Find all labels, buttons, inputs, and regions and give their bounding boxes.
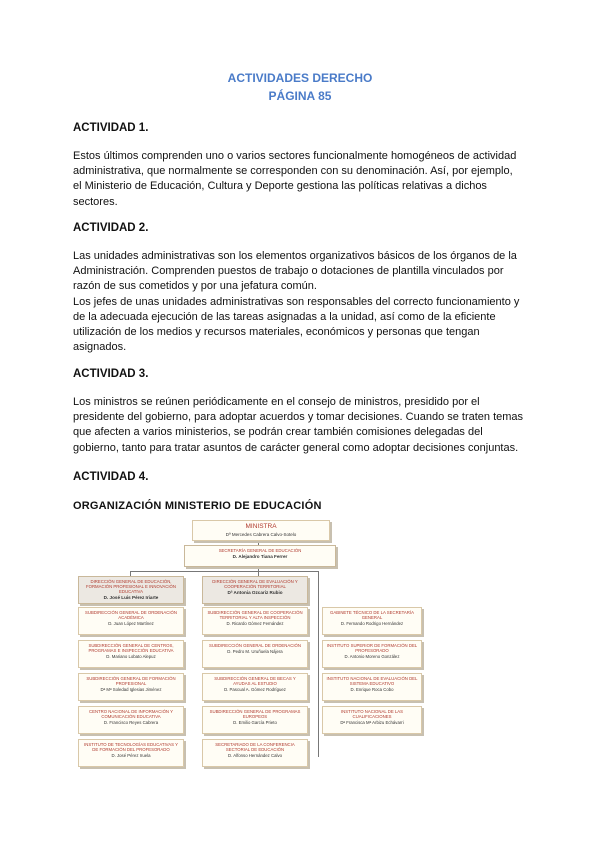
actividad-3-text bbox=[73, 395, 533, 456]
actividad-1-text bbox=[73, 149, 533, 210]
box-title: SUBDIRECCIÓN GENERAL DE BECAS Y AYUDAS AL ESTUDIO bbox=[214, 676, 296, 686]
page-subtitle: PÁGINA 85 bbox=[268, 89, 332, 103]
text-line: que afecten a varios ministerios, se podrán crear también comisiones delegadas del bbox=[73, 426, 483, 439]
text-line: asignados. bbox=[73, 341, 127, 354]
middle-unit-box bbox=[202, 706, 308, 734]
left-unit-box bbox=[78, 640, 184, 668]
text-line: Los ministros se reúnen periódicamente en el consejo de ministros, presidido por el bbox=[73, 396, 480, 408]
text-line: Administración. Comprenden puestos de trabajo o dotaciones de plantilla vinculados por bbox=[73, 265, 504, 278]
box-name: D. José Luis Pérez Iriarte bbox=[103, 595, 159, 600]
org-chart-title: ORGANIZACIÓN MINISTERIO DE EDUCACIÓN bbox=[73, 500, 322, 512]
text-line: de la adecuada ejecución de las tareas asignadas a la unidad, así como de la eficiente bbox=[73, 310, 496, 323]
box-title: SUBDIRECCIÓN GENERAL DE PROGRAMAS EUROPEOS bbox=[209, 709, 301, 719]
box-title: INSTITUTO NACIONAL DE EVALUACIÓN DEL SISTEMA EDUCATIVO bbox=[326, 676, 418, 686]
middle-unit-box bbox=[202, 673, 308, 701]
box-title: SECRETARIADO DE LA CONFERENCIA SECTORIAL DE EDUCACIÓN bbox=[215, 742, 295, 752]
box-title: INSTITUTO NACIONAL DE LAS CUALIFICACIONES bbox=[340, 709, 404, 719]
actividad-2-heading: ACTIVIDAD 2. bbox=[73, 222, 149, 234]
box-name: Dª Francisca Mª Arbizu Echávarri bbox=[340, 720, 404, 725]
box-name: D. Ricardo Gómez Fernández bbox=[226, 621, 284, 626]
box-title: INSTITUTO DE TECNOLOGÍAS EDUCATIVAS Y DE FORMACIÓN DEL PROFESORADO bbox=[84, 742, 178, 752]
box-name: D. Francisco Reyes Cabrera bbox=[103, 720, 159, 725]
middle-unit-box bbox=[202, 607, 308, 635]
box-title: DIRECCIÓN GENERAL DE EDUCACIÓN, FORMACIÓN PROFESIONAL E INNOVACIÓN EDUCATIVA bbox=[85, 579, 176, 594]
box-name: D. Juan López Martínez bbox=[108, 621, 154, 626]
box-title: SUBDIRECCIÓN GENERAL DE CENTROS, PROGRAMAS E INSPECCIÓN EDUCATIVA bbox=[88, 643, 174, 653]
box-name: D. Enrique Roca Cobo bbox=[350, 687, 394, 692]
actividad-1-heading: ACTIVIDAD 1. bbox=[73, 122, 149, 134]
text-line: utilización de los medios y recursos materiales, económicos y personas que tengan bbox=[73, 326, 480, 339]
box-name: D. Alfonso Hernández Calvo bbox=[228, 753, 282, 758]
box-name: Dª Mercedes Cabrera Calvo-Sotelo bbox=[225, 532, 297, 537]
text-line: Los jefes de unas unidades administrativas son responsables del correcto funcionamiento y bbox=[73, 295, 520, 308]
right-unit-box bbox=[322, 673, 422, 701]
box-name: D. Pedro M. Uruñuela Nájera bbox=[227, 649, 283, 654]
text-line: razón de sus cometidos y por una jefatura común. bbox=[73, 280, 317, 293]
box-title: SUBDIRECCIÓN GENERAL DE COOPERACIÓN TERRITORIAL Y ALTA INSPECCIÓN bbox=[207, 610, 303, 620]
text-line: sectores. bbox=[73, 195, 118, 208]
box-title: SECRETARÍA GENERAL DE EDUCACIÓN bbox=[218, 548, 302, 553]
text-line: presidente del gobierno, para adoptar acuerdos y tomar decisiones. Cuando se traten temas bbox=[73, 411, 524, 424]
dg-formacion-profesional-box bbox=[78, 576, 184, 604]
actividad-2-text bbox=[73, 249, 533, 355]
box-name: Dª Mª Soledad Iglesias Jiménez bbox=[100, 687, 162, 692]
text-line: el Ministerio de Educación, Cultura y Deporte gestiona las políticas relativas a dichos bbox=[73, 180, 487, 193]
box-name: D. Pascual A. Gómez Rodríguez bbox=[224, 687, 286, 692]
box-name: Dª Antonia Ozcariz Rubio bbox=[227, 590, 283, 595]
right-unit-box bbox=[322, 607, 422, 635]
actividad-4-heading: ACTIVIDAD 4. bbox=[73, 471, 149, 483]
box-name: D. Alejandro Tiana Ferrer bbox=[232, 554, 288, 559]
middle-unit-box bbox=[202, 640, 308, 668]
dg-evaluacion-box bbox=[202, 576, 308, 604]
right-unit-box bbox=[322, 706, 422, 734]
left-unit-box bbox=[78, 607, 184, 635]
middle-unit-box bbox=[202, 739, 308, 767]
box-name: D. José Pérez Iruela bbox=[111, 753, 151, 758]
left-unit-box bbox=[78, 739, 184, 767]
text-line: Estos últimos comprenden uno o varios sectores funcionalmente homogéneos de actividad bbox=[73, 150, 517, 162]
box-title: MINISTRA bbox=[245, 523, 277, 530]
box-title: SUBDIRECCIÓN GENERAL DE ORDENACIÓN ACADÉMICA bbox=[85, 610, 177, 620]
text-line: gobierno, tanto para tratar asuntos de carácter general como adoptar decisiones conjuntas. bbox=[73, 441, 519, 454]
box-name: D. Fernando Rodrigo Hernández bbox=[340, 621, 404, 626]
box-title: CENTRO NACIONAL DE INFORMACIÓN Y COMUNICACIÓN EDUCATIVA bbox=[88, 709, 174, 719]
box-title: DIRECCIÓN GENERAL DE EVALUACIÓN Y COOPERACIÓN TERRITORIAL bbox=[212, 579, 298, 589]
box-name: D. Emilio García Prieto bbox=[233, 720, 277, 725]
box-name: D. Antonio Moreno González bbox=[344, 654, 400, 659]
left-unit-box bbox=[78, 706, 184, 734]
page-title: ACTIVIDADES DERECHO bbox=[227, 71, 373, 85]
box-title: GABINETE TÉCNICO DE LA SECRETARÍA GENERAL bbox=[330, 610, 414, 620]
connector-line bbox=[318, 571, 319, 757]
box-title: SUBDIRECCIÓN GENERAL DE FORMACIÓN PROFESIONAL bbox=[86, 676, 176, 686]
connector-line bbox=[130, 571, 318, 572]
secretaria-general-box bbox=[184, 545, 336, 567]
actividad-3-heading: ACTIVIDAD 3. bbox=[73, 368, 149, 380]
ministra-box bbox=[192, 520, 330, 541]
box-title: INSTITUTO SUPERIOR DE FORMACIÓN DEL PROFESORADO bbox=[326, 643, 418, 653]
text-line: Las unidades administrativas son los elementos organizativos básicos de los órganos de la bbox=[73, 250, 517, 262]
left-unit-box bbox=[78, 673, 184, 701]
right-unit-box bbox=[322, 640, 422, 668]
box-title: SUBDIRECCIÓN GENERAL DE ORDENACIÓN bbox=[209, 643, 301, 648]
text-line: administrativa, que normalmente se corresponden con su denominación. Así, por ejemplo, bbox=[73, 165, 513, 178]
box-name: D. Mariano Lobato Alepuz bbox=[106, 654, 156, 659]
